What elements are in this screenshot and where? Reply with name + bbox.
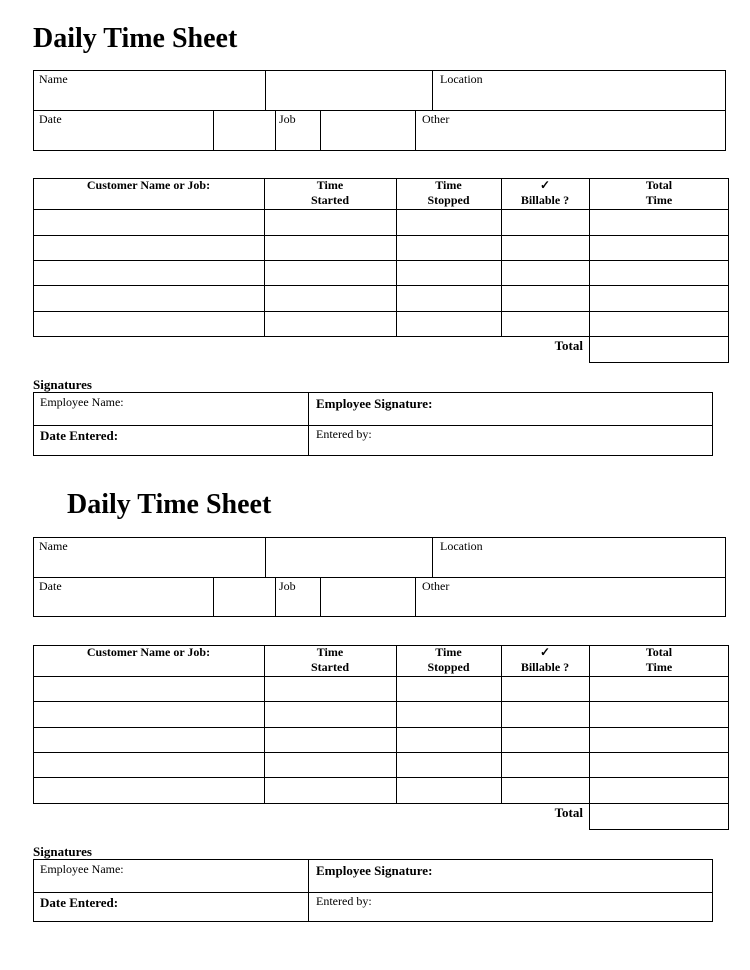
total-field[interactable]	[590, 804, 728, 829]
name-value-field[interactable]	[266, 71, 431, 109]
total-label: Total	[554, 805, 583, 820]
job-value-field[interactable]	[321, 578, 414, 616]
header-customer: Customer Name or Job:	[86, 178, 211, 192]
header-total-time: Total Time	[645, 645, 673, 674]
employee-signature-field[interactable]	[309, 860, 712, 891]
name-label: Name	[39, 72, 68, 86]
time-table	[33, 645, 729, 830]
signatures-block	[33, 859, 713, 922]
total-label: Total	[554, 338, 583, 353]
header-time-stopped: Time Stopped	[427, 178, 470, 207]
job-value-field[interactable]	[321, 111, 414, 150]
date-value-field[interactable]	[214, 111, 274, 150]
total-box-bottom	[589, 362, 729, 363]
employee-name-field[interactable]	[34, 393, 307, 424]
location-label: Location	[440, 539, 483, 553]
total-box-right	[728, 803, 729, 830]
sheet-title: Daily Time Sheet	[67, 489, 272, 520]
table-row[interactable]	[34, 753, 728, 777]
checkmark-icon: ✓	[539, 645, 551, 659]
date-field[interactable]	[34, 111, 212, 150]
job-field[interactable]	[276, 578, 319, 616]
name-field[interactable]	[34, 71, 264, 109]
sheet-title: Daily Time Sheet	[33, 23, 238, 54]
header-time-started: Time Started	[311, 645, 349, 674]
table-row[interactable]	[34, 286, 728, 311]
other-label: Other	[422, 112, 450, 126]
location-field[interactable]	[433, 71, 725, 109]
total-field[interactable]	[590, 337, 728, 362]
time-table	[33, 178, 729, 363]
date-entered-label: Date Entered:	[40, 895, 119, 910]
location-field[interactable]	[433, 538, 725, 576]
name-value-field[interactable]	[266, 538, 431, 576]
header-time-stopped: Time Stopped	[427, 645, 470, 674]
employee-signature-field[interactable]	[309, 393, 712, 424]
other-field[interactable]	[416, 578, 725, 616]
header-billable: ✓ Billable ?	[501, 178, 589, 208]
table-row[interactable]	[34, 210, 728, 235]
table-row[interactable]	[34, 312, 728, 336]
name-field[interactable]	[34, 538, 264, 576]
header-customer: Customer Name or Job:	[86, 645, 211, 659]
total-box-right	[728, 336, 729, 363]
date-entered-label: Date Entered:	[40, 428, 119, 443]
date-value-field[interactable]	[214, 578, 274, 616]
entered-by-label: Entered by:	[316, 894, 372, 908]
entered-by-field[interactable]	[309, 426, 712, 455]
info-block	[33, 70, 726, 151]
employee-signature-label: Employee Signature:	[316, 863, 433, 878]
job-label: Job	[279, 112, 296, 126]
date-entered-field[interactable]	[34, 893, 307, 921]
entered-by-label: Entered by:	[316, 427, 372, 441]
total-box-bottom	[589, 829, 729, 830]
table-row[interactable]	[34, 236, 728, 260]
table-row[interactable]	[34, 677, 728, 701]
table-row[interactable]	[34, 261, 728, 285]
checkmark-icon: ✓	[539, 178, 551, 192]
header-total-time: Total Time	[645, 178, 673, 207]
employee-name-label: Employee Name:	[40, 395, 124, 409]
job-field[interactable]	[276, 111, 319, 150]
date-field[interactable]	[34, 578, 212, 616]
employee-name-label: Employee Name:	[40, 862, 124, 876]
entered-by-field[interactable]	[309, 893, 712, 921]
other-field[interactable]	[416, 111, 725, 150]
other-label: Other	[422, 579, 450, 593]
table-row[interactable]	[34, 778, 728, 803]
date-label: Date	[39, 579, 62, 593]
table-row[interactable]	[34, 728, 728, 752]
info-block	[33, 537, 726, 617]
date-entered-field[interactable]	[34, 426, 307, 455]
name-label: Name	[39, 539, 68, 553]
signatures-title: Signatures	[33, 844, 92, 859]
location-label: Location	[440, 72, 483, 86]
employee-name-field[interactable]	[34, 860, 307, 891]
signatures-block	[33, 392, 713, 456]
table-row[interactable]	[34, 702, 728, 727]
job-label: Job	[279, 579, 296, 593]
header-billable: ✓ Billable ?	[501, 645, 589, 675]
date-label: Date	[39, 112, 62, 126]
header-time-started: Time Started	[311, 178, 349, 207]
employee-signature-label: Employee Signature:	[316, 396, 433, 411]
signatures-title: Signatures	[33, 377, 92, 392]
